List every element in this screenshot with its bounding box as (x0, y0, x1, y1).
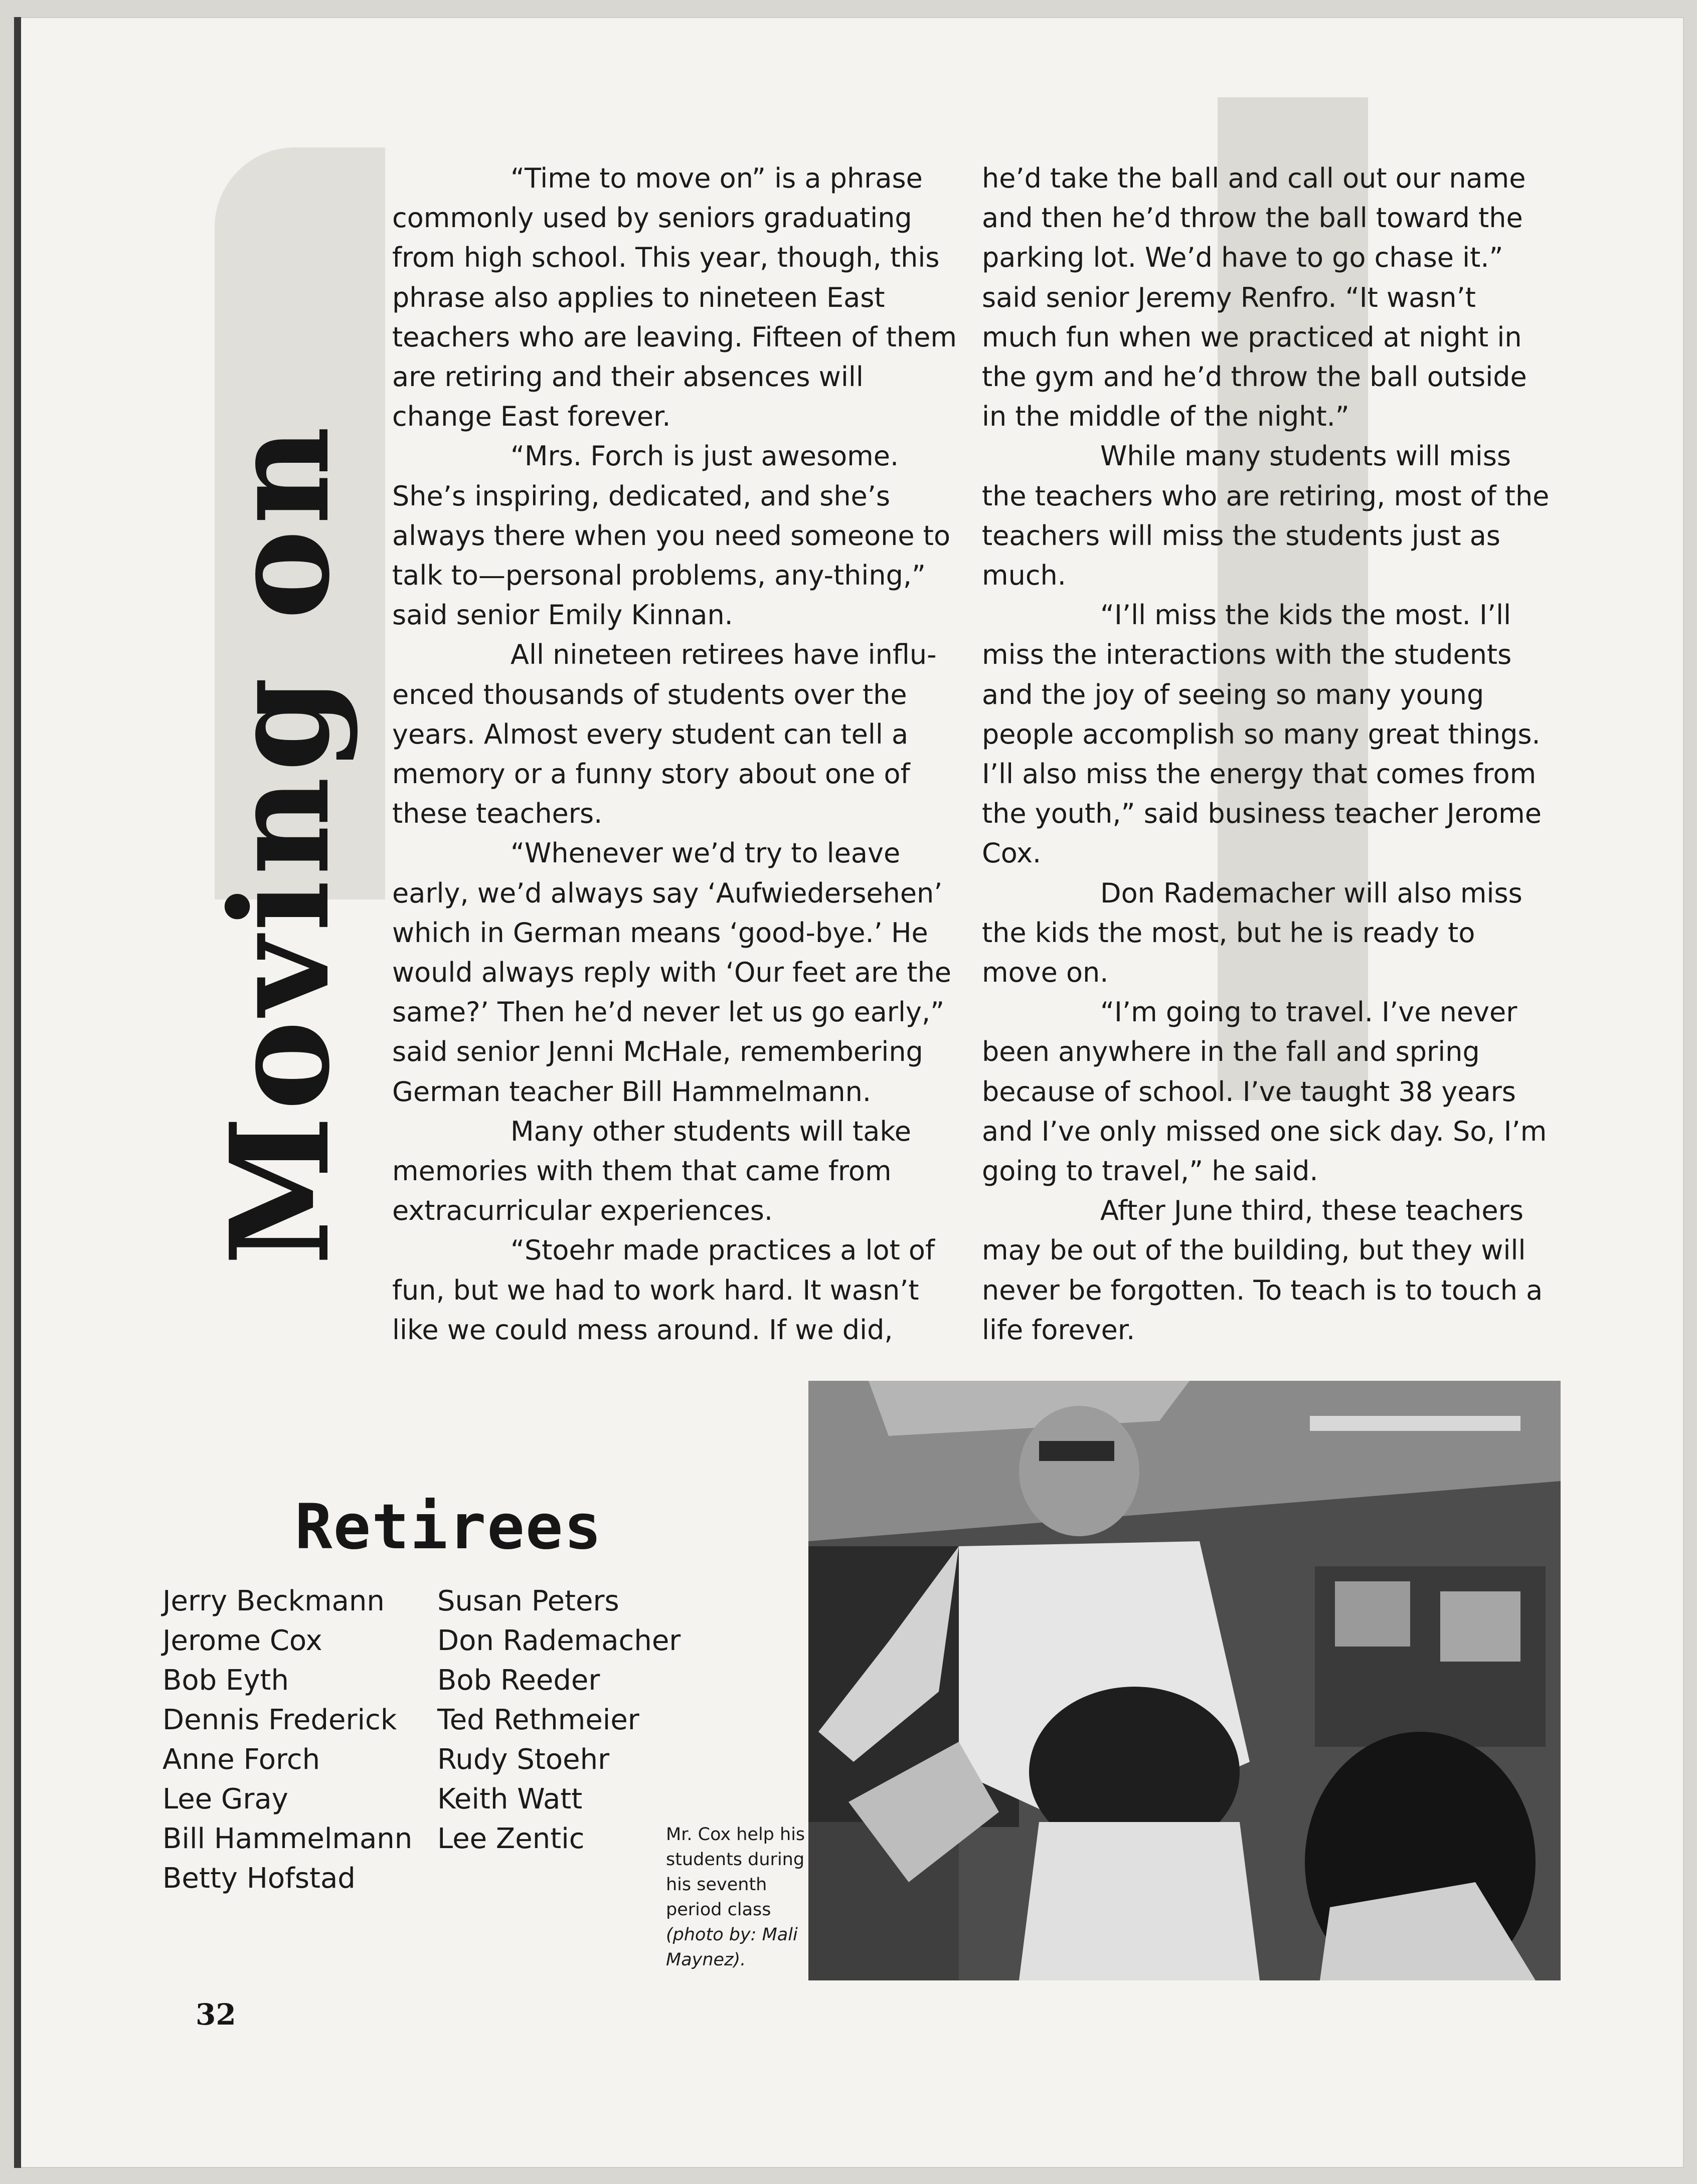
binding-edge (14, 17, 21, 2168)
retiree-name: Bill Hammelmann (162, 1823, 413, 1855)
caption-text: Mr. Cox help his students during his seventh period class (666, 1825, 805, 1920)
article-paragraph: “I’ll miss the kids the most. I’ll miss the interactions with the students and the joy of seeing so many young people accomplish so many great things. I’ll also miss the energy that comes from the youth,” said business teacher Jerome Cox. (982, 599, 1542, 869)
page-number: 32 (196, 1997, 236, 2032)
article-paragraph: “Time to move on” is a phrase commonly used by seniors graduating from high school. This year, though, this phrase also applies to nineteen East teachers who are leaving. Fifteen of them are retiring and their absences will change East forever. (392, 162, 957, 433)
photo-caption (666, 1822, 806, 1972)
classroom-photo-drawing (808, 1381, 1561, 1980)
retiree-name: Jerry Beckmann (162, 1585, 385, 1617)
page-title: Moving on (200, 421, 360, 1265)
article-paragraph: Many other students will take memories with them that came from extracurricular experiences. (392, 1115, 911, 1227)
classroom-photo (808, 1381, 1561, 1980)
retirees-list-a (162, 1581, 412, 1898)
article-column-1 (392, 158, 959, 1350)
article-paragraph: “I’m going to travel. I’ve never been anywhere in the fall and spring because of school. I’ve taught 38 years and I’ve only missed one sick day. So, I’m going to travel,” he said. (982, 996, 1547, 1187)
article-paragraph: “Stoehr made practices a lot of fun, but we had to work hard. It wasn’t like we could mess around. If we did, (392, 1234, 935, 1346)
article-paragraph: After June third, these teachers may be out of the building, but they will never be forgotten. To teach is to touch a life forever. (982, 1195, 1543, 1346)
article-paragraph: “Mrs. Forch is just awesome. She’s inspiring, dedicated, and she’s always there when you need someone to talk to—personal problems, any-thing,” said senior Emily Kinnan. (392, 440, 950, 631)
retiree-name: Betty Hofstad (162, 1862, 356, 1895)
article-paragraph: While many students will miss the teachers who are retiring, most of the teachers will miss the students just as much. (982, 440, 1550, 592)
retiree-name: Bob Eyth (162, 1664, 289, 1697)
article-paragraph: Don Rademacher will also miss the kids the most, but he is ready to move on. (982, 877, 1522, 989)
article-paragraph: he’d take the ball and call out our name and then he’d throw the ball toward the parking lot. We’d have to go chase it.” said senior Jeremy Renfro. “It wasn’t much fun when we practiced at night in the gym and he’d throw the ball outside in the middle of the night.” (982, 162, 1527, 433)
retiree-name: Lee Gray (162, 1783, 288, 1815)
retiree-name: Lee Zentic (437, 1823, 585, 1855)
retiree-name: Anne Forch (162, 1743, 320, 1776)
retiree-name: Keith Watt (437, 1783, 583, 1815)
retiree-name: Bob Reeder (437, 1664, 600, 1697)
article-column-2 (982, 158, 1554, 1350)
retirees-heading: Retirees (295, 1491, 603, 1563)
retiree-name: Don Rademacher (437, 1624, 681, 1657)
retiree-name: Dennis Frederick (162, 1704, 397, 1736)
retirees-list-b (437, 1581, 681, 1859)
photo-credit: (photo by: Mali Maynez). (666, 1925, 798, 1970)
article-paragraph: All nineteen retirees have influ-enced thousands of students over the years. Almost every student can tell a memory or a funny story about one of these teachers. (392, 639, 937, 830)
retiree-name: Susan Peters (437, 1585, 619, 1617)
article-paragraph: “Whenever we’d try to leave early, we’d always say ‘Aufwiedersehen’ which in German means ‘good-bye.’ He would always reply with ‘Our feet are the same?’ Then he’d never let us go early,” said senior Jenni McHale, remembering German teacher Bill Hammelmann. (392, 837, 952, 1108)
yearbook-page (14, 17, 1684, 2168)
retiree-name: Jerome Cox (162, 1624, 322, 1657)
retiree-name: Ted Rethmeier (437, 1704, 639, 1736)
retiree-name: Rudy Stoehr (437, 1743, 610, 1776)
